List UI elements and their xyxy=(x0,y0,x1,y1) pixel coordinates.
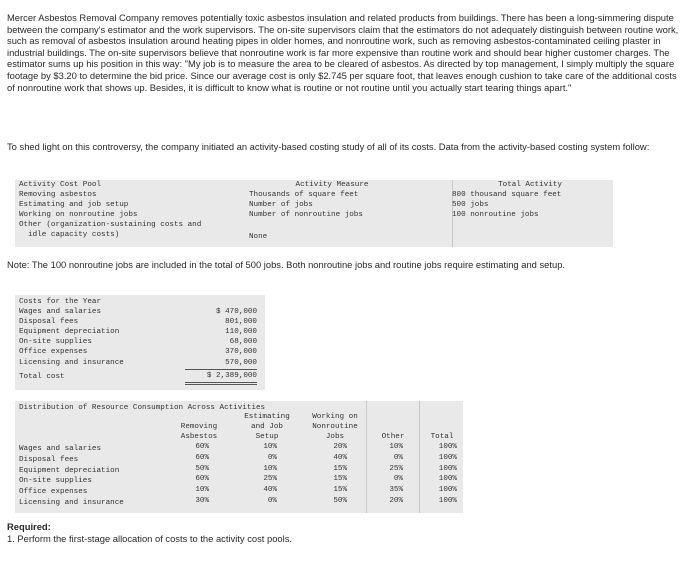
activity-row-total: 800 thousand square feet xyxy=(452,191,562,199)
activity-row-measure: Number of nonroutine jobs xyxy=(249,211,363,219)
dist-cell: 15% xyxy=(333,486,347,494)
total-cost-label: Total cost xyxy=(19,373,65,381)
note-paragraph: Note: The 100 nonroutine jobs are included in the total of 500 jobs. Both nonroutine jobs and routine jobs require estimating and setup. xyxy=(7,259,566,270)
dist-cell: 100% xyxy=(438,486,457,494)
dist-cell: 0% xyxy=(267,454,277,462)
dist-row-label: Equipment depreciation xyxy=(19,467,120,475)
activity-row-pool: idle capacity costs) xyxy=(19,231,120,239)
dist-cell: 40% xyxy=(333,454,347,462)
dist-row-label: On-site supplies xyxy=(19,477,92,485)
col-header-nonroutine: Jobs xyxy=(325,433,345,441)
dist-cell: 60% xyxy=(195,443,209,451)
required-item-1: 1. Perform the first-stage allocation of costs to the activity cost pools. xyxy=(7,533,293,544)
activity-pool-header: Activity Cost Pool xyxy=(19,181,102,189)
dist-row-label: Wages and salaries xyxy=(19,445,102,453)
cost-row-value: 110,000 xyxy=(225,328,257,336)
col-header-estimating: Setup xyxy=(255,433,279,441)
dist-cell: 100% xyxy=(438,454,457,462)
dist-cell: 100% xyxy=(438,475,457,483)
cost-row-label: Disposal fees xyxy=(19,318,79,326)
dist-cell: 60% xyxy=(195,454,209,462)
col-header-removing: Removing xyxy=(180,423,218,431)
total-activity-header: Total Activity xyxy=(498,181,562,189)
col-header-estimating: Estimating xyxy=(244,413,290,421)
dist-row-label: Licensing and insurance xyxy=(19,499,124,507)
distribution-title: Distribution of Resource Consumption Across Activities xyxy=(19,404,266,412)
cost-row-value: $ 470,000 xyxy=(215,308,257,316)
dist-cell: 15% xyxy=(333,465,347,473)
dist-cell: 25% xyxy=(263,475,277,483)
dist-cell: 10% xyxy=(195,486,209,494)
cost-row-value: 801,000 xyxy=(225,318,257,326)
activity-row-pool: Estimating and job setup xyxy=(19,201,129,209)
distribution-table xyxy=(15,401,463,513)
activity-measure-header: Activity Measure xyxy=(295,181,369,189)
dist-cell: 15% xyxy=(333,475,347,483)
dist-cell: 0% xyxy=(393,475,403,483)
dist-cell: 40% xyxy=(263,486,277,494)
activity-table xyxy=(15,180,613,247)
dist-cell: 30% xyxy=(195,497,209,505)
dist-cell: 50% xyxy=(195,465,209,473)
required-heading: Required: xyxy=(7,521,51,532)
dist-cell: 0% xyxy=(393,454,403,462)
activity-row-measure: Thousands of square feet xyxy=(249,191,359,199)
dist-cell: 10% xyxy=(263,465,277,473)
costs-header: Costs for the Year xyxy=(19,298,102,306)
total-cost-value: $ 2,389,000 xyxy=(185,372,257,385)
intro-paragraph: Mercer Asbestos Removal Company removes potentially toxic asbestos insulation and related products from buildings. There has been a long-simmering dispute between the company's estimator and the work supervisors. The on-site supervisors claim that the estimators do not adequately distinguish between routine work, such as removal of asbestos insulation around heating pipes in older homes, and nonroutine work, such as removing asbestos-contaminated ceiling plaster in industrial buildings. The on-site supervisors believe that nonroutine work is far more expensive than routine work and should bear higher customer charges. The estimator sums up his position in this way: "My job is to measure the area to be cleared of asbestos. As directed by top management, I simply multiply the square footage by $3.20 to determine the bid price. Since our average cost is only $2.745 per square foot, that leaves enough cushion to take care of the additional costs of nonroutine work that shows up. Besides, it is difficult to know what is routine or not routine until you actually start tearing things apart." xyxy=(7,12,679,93)
dist-cell: 60% xyxy=(195,475,209,483)
activity-row-total: 500 jobs xyxy=(452,201,489,209)
col-header-removing: Asbestos xyxy=(180,433,218,441)
activity-row-pool: Working on nonroutine jobs xyxy=(19,211,138,219)
dist-cell: 25% xyxy=(389,465,403,473)
dist-row-label: Office expenses xyxy=(19,488,88,496)
cost-row-label: On-site supplies xyxy=(19,338,92,346)
dist-cell: 20% xyxy=(333,443,347,451)
cost-row-label: Licensing and insurance xyxy=(19,359,124,367)
dist-cell: 10% xyxy=(389,443,403,451)
cost-row-value: 570,000 xyxy=(185,359,257,370)
activity-row-total: 100 nonroutine jobs xyxy=(452,211,539,219)
cost-row-label: Office expenses xyxy=(19,348,88,356)
cost-row-label: Wages and salaries xyxy=(19,308,102,316)
dist-cell: 0% xyxy=(267,497,277,505)
dist-cell: 10% xyxy=(263,443,277,451)
activity-row-pool: Removing asbestos xyxy=(19,191,97,199)
dist-cell: 100% xyxy=(438,465,457,473)
dist-cell: 35% xyxy=(389,486,403,494)
col-header-nonroutine: Working on xyxy=(312,413,358,421)
col-header-nonroutine: Nonroutine xyxy=(312,423,358,431)
cost-row-value: 370,000 xyxy=(225,348,257,356)
col-header-estimating: and Job xyxy=(251,423,283,431)
dist-row-label: Disposal fees xyxy=(19,456,79,464)
activity-row-measure: Number of jobs xyxy=(249,201,313,209)
dist-cell: 20% xyxy=(389,497,403,505)
col-header-other: Other xyxy=(381,433,405,441)
col-header-total: Total xyxy=(430,433,454,441)
dist-cell: 100% xyxy=(438,497,457,505)
activity-row-measure: None xyxy=(249,233,268,241)
abc-study-paragraph: To shed light on this controversy, the company initiated an activity-based costing study of all of its costs. Data from the activity-based costing system follow: xyxy=(7,141,650,152)
cost-row-value: 68,000 xyxy=(229,338,257,346)
dist-cell: 100% xyxy=(438,443,457,451)
dist-cell: 50% xyxy=(333,497,347,505)
activity-row-pool: Other (organization-sustaining costs and xyxy=(19,221,202,229)
cost-row-label: Equipment depreciation xyxy=(19,328,120,336)
costs-table xyxy=(15,295,265,390)
